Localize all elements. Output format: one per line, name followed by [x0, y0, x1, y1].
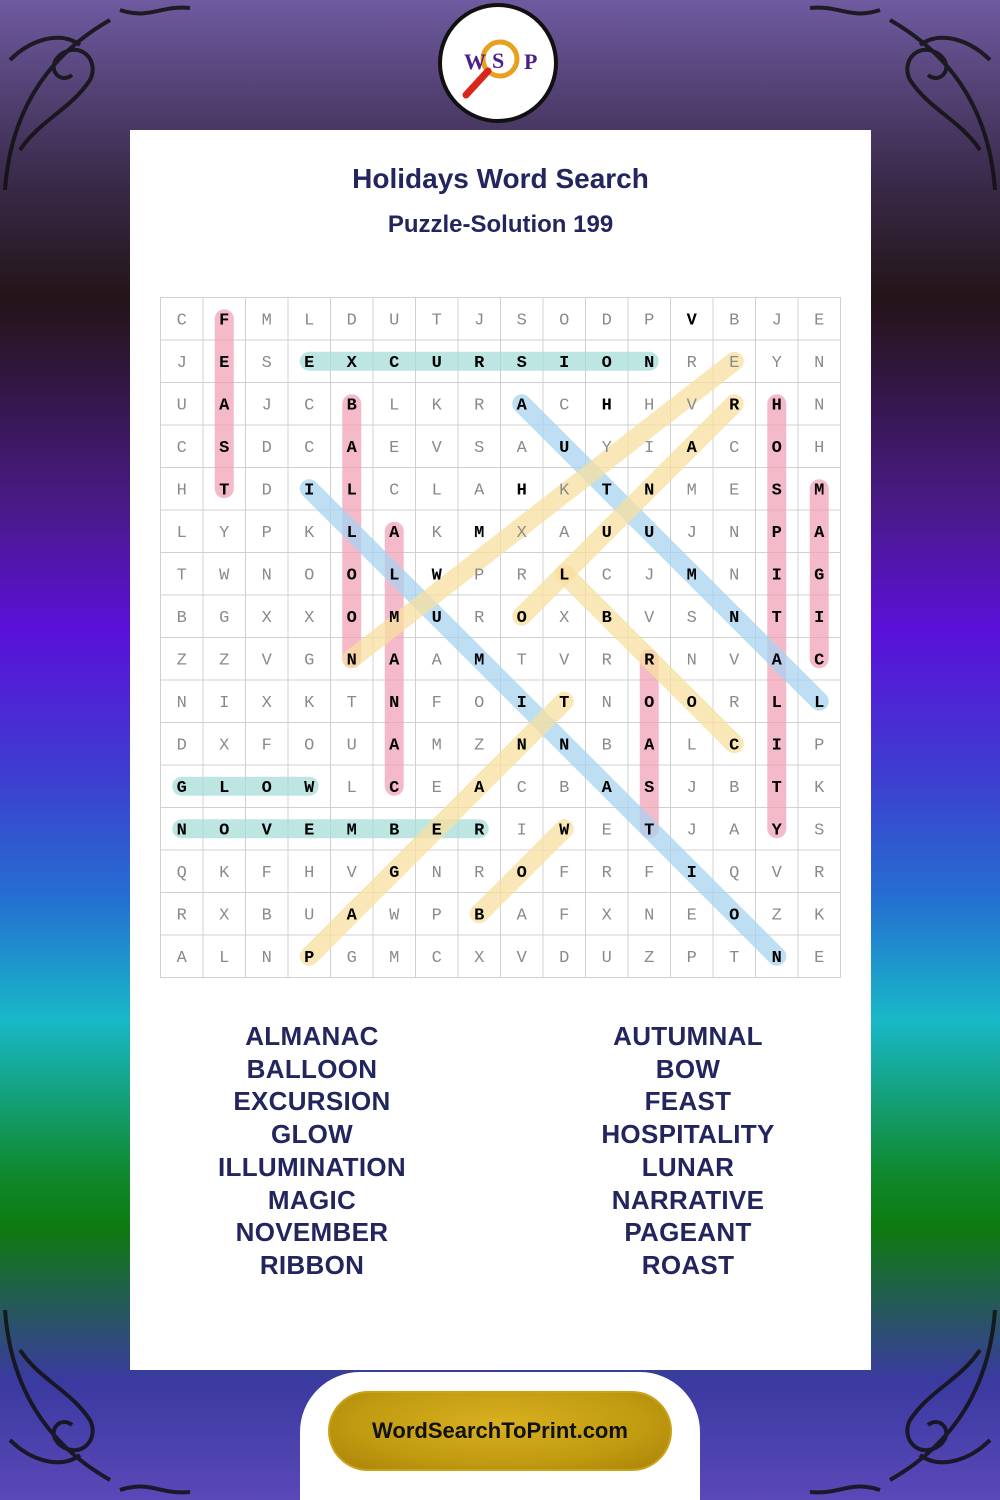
word-list-right — [503, 1020, 873, 1282]
word-list-item: MAGIC — [267, 1184, 357, 1215]
grid-letter: I — [771, 566, 782, 586]
grid-letter: O — [261, 778, 272, 798]
grid-letter: T — [176, 566, 187, 586]
grid-letter: K — [431, 523, 442, 543]
grid-letter: C — [304, 438, 315, 458]
grid-letter: O — [644, 693, 655, 713]
grid-letter: C — [516, 778, 527, 798]
grid-letter: C — [814, 651, 825, 671]
grid-letter: K — [219, 863, 230, 883]
grid-letter: U — [389, 311, 400, 331]
grid-letter: N — [431, 863, 442, 883]
grid-letter: C — [389, 353, 400, 373]
grid-letter: M — [686, 566, 697, 586]
grid-letter: P — [474, 566, 485, 586]
grid-letter: E — [389, 438, 400, 458]
grid-letter: I — [644, 438, 655, 458]
grid-letter: L — [346, 481, 357, 501]
grid-letter: E — [601, 821, 612, 841]
grid-letter: S — [474, 438, 485, 458]
grid-letter: N — [176, 821, 187, 841]
grid-letter: O — [601, 353, 612, 373]
grid-letter: O — [346, 608, 357, 628]
grid-letter: J — [686, 821, 697, 841]
grid-letter: N — [389, 693, 400, 713]
grid-letter: J — [686, 778, 697, 798]
grid-letter: C — [559, 396, 570, 416]
grid-letter: Z — [644, 948, 655, 968]
grid-letter: W — [389, 906, 400, 926]
grid-letter: S — [219, 438, 230, 458]
word-list-item: ILLUMINATION — [218, 1151, 406, 1182]
grid-letter: E — [431, 821, 442, 841]
website-link-label: WordSearchToPrint.com — [372, 1418, 628, 1443]
grid-letter: A — [389, 651, 400, 671]
grid-letter: V — [346, 863, 357, 883]
grid-letter: L — [814, 693, 825, 713]
grid-letter: M — [686, 481, 697, 501]
page-subtitle: Puzzle-Solution 199 — [387, 211, 614, 238]
grid-letter: M — [389, 608, 400, 628]
word-list-item: EXCURSION — [233, 1086, 391, 1117]
grid-letter: E — [729, 353, 740, 373]
grid-letter: L — [431, 481, 442, 501]
grid-letter: B — [474, 906, 485, 926]
grid-letter: U — [601, 523, 612, 543]
grid-letter: N — [346, 651, 357, 671]
grid-letter: R — [474, 821, 485, 841]
grid-letter: R — [176, 906, 187, 926]
grid-letter: E — [729, 481, 740, 501]
grid-letter: A — [644, 736, 655, 756]
grid-letter: B — [729, 778, 740, 798]
grid-letter: R — [814, 863, 825, 883]
grid-letter: O — [729, 906, 740, 926]
grid-letter: C — [431, 948, 442, 968]
grid-letter: L — [686, 736, 697, 756]
grid-letter: V — [261, 821, 272, 841]
grid-letter: T — [644, 821, 655, 841]
grid-letter: N — [516, 736, 527, 756]
grid-letter: J — [644, 566, 655, 586]
grid-letter: G — [176, 778, 187, 798]
grid-letter: N — [729, 523, 740, 543]
grid-letter: I — [219, 693, 230, 713]
word-list-item: ALMANAC — [245, 1021, 379, 1051]
grid-letter: R — [729, 396, 740, 416]
grid-letter: W — [304, 778, 315, 798]
grid-letter: H — [644, 396, 655, 416]
grid-letter: H — [601, 396, 612, 416]
grid-letter: L — [219, 948, 230, 968]
word-search-grid — [160, 297, 841, 978]
grid-letter: G — [389, 863, 400, 883]
grid-letter: X — [601, 906, 612, 926]
grid-letter: A — [389, 736, 400, 756]
grid-letter: E — [814, 948, 825, 968]
grid-letter: A — [601, 778, 612, 798]
grid-letter: H — [771, 396, 782, 416]
grid-letter: B — [729, 311, 740, 331]
grid-letter: P — [771, 523, 782, 543]
grid-letter: I — [814, 608, 825, 628]
grid-letter: W — [431, 566, 442, 586]
grid-letter: A — [431, 651, 442, 671]
grid-letter: T — [346, 693, 357, 713]
grid-letter: N — [176, 693, 187, 713]
grid-letter: I — [516, 821, 527, 841]
grid-letter: P — [686, 948, 697, 968]
grid-letter: E — [431, 778, 442, 798]
grid-letter: N — [644, 906, 655, 926]
grid-letter: N — [771, 948, 782, 968]
grid-letter: B — [601, 608, 612, 628]
grid-letter: A — [516, 906, 527, 926]
grid-letter: S — [771, 481, 782, 501]
grid-letter: F — [559, 906, 570, 926]
grid-letter: I — [516, 693, 527, 713]
grid-letter: A — [346, 438, 357, 458]
word-list-item: AUTUMNAL — [613, 1021, 763, 1051]
grid-letter: K — [304, 523, 315, 543]
grid-letter: C — [304, 396, 315, 416]
grid-letter: V — [261, 651, 272, 671]
grid-letter: A — [474, 481, 485, 501]
grid-letter: P — [431, 906, 442, 926]
grid-letter: M — [814, 481, 825, 501]
grid-letter: R — [474, 396, 485, 416]
grid-letter: K — [814, 906, 825, 926]
word-list-item: BALLOON — [246, 1053, 378, 1084]
word-list-item: BOW — [655, 1053, 721, 1084]
grid-letter: N — [559, 736, 570, 756]
grid-letter: L — [771, 693, 782, 713]
grid-letter: G — [814, 566, 825, 586]
grid-letter: A — [389, 523, 400, 543]
grid-letter: M — [346, 821, 357, 841]
grid-letter: B — [389, 821, 400, 841]
word-list-item: NARRATIVE — [611, 1184, 765, 1215]
grid-letter: X — [219, 736, 230, 756]
grid-letter: R — [474, 608, 485, 628]
grid-letter: V — [516, 948, 527, 968]
grid-letter: T — [729, 948, 740, 968]
grid-letter: A — [559, 523, 570, 543]
grid-letter: F — [431, 693, 442, 713]
grid-letter: X — [219, 906, 230, 926]
grid-letter: D — [176, 736, 187, 756]
grid-letter: V — [431, 438, 442, 458]
grid-letter: C — [389, 481, 400, 501]
grid-letter: N — [729, 608, 740, 628]
grid-letter: Z — [474, 736, 485, 756]
grid-letter: N — [601, 693, 612, 713]
grid-letter: R — [601, 651, 612, 671]
grid-letter: S — [814, 821, 825, 841]
grid-letter: Y — [601, 438, 612, 458]
word-list-item: GLOW — [270, 1119, 354, 1150]
grid-letter: L — [304, 311, 315, 331]
grid-letter: D — [559, 948, 570, 968]
grid-letter: J — [176, 353, 187, 373]
grid-letter: T — [431, 311, 442, 331]
grid-letter: O — [516, 608, 527, 628]
grid-letter: Q — [176, 863, 187, 883]
grid-letter: R — [729, 693, 740, 713]
grid-letter: D — [346, 311, 357, 331]
grid-letter: O — [219, 821, 230, 841]
grid-letter: B — [346, 396, 357, 416]
grid-letter: F — [219, 311, 230, 331]
grid-letter: V — [644, 608, 655, 628]
grid-letter: D — [261, 438, 272, 458]
grid-letter: U — [601, 948, 612, 968]
grid-letter: R — [474, 353, 485, 373]
grid-letter: T — [771, 778, 782, 798]
grid-letter: N — [686, 651, 697, 671]
grid-letter: B — [601, 736, 612, 756]
grid-letter: K — [814, 778, 825, 798]
grid-letter: C — [601, 566, 612, 586]
grid-letter: V — [559, 651, 570, 671]
grid-letter: U — [304, 906, 315, 926]
grid-letter: R — [686, 353, 697, 373]
word-list-item: HOSPITALITY — [601, 1119, 775, 1150]
grid-letter: Y — [219, 523, 230, 543]
grid-letter: Z — [176, 651, 187, 671]
grid-letter: L — [346, 778, 357, 798]
grid-letter: U — [644, 523, 655, 543]
grid-letter: U — [176, 396, 187, 416]
logo-letter-s: S — [492, 48, 505, 73]
grid-letter: B — [176, 608, 187, 628]
grid-letter: O — [346, 566, 357, 586]
grid-letter: B — [559, 778, 570, 798]
grid-letter: P — [304, 948, 315, 968]
grid-letter: T — [219, 481, 230, 501]
grid-letter: B — [261, 906, 272, 926]
grid-letter: A — [729, 821, 740, 841]
grid-letter: S — [686, 608, 697, 628]
logo-letter-p: P — [524, 49, 538, 74]
grid-letter: E — [304, 353, 315, 373]
grid-letter: U — [431, 608, 442, 628]
grid-letter: V — [686, 311, 697, 331]
grid-letter: U — [346, 736, 357, 756]
grid-letter: K — [431, 396, 442, 416]
grid-letter: V — [729, 651, 740, 671]
grid-letter: X — [261, 608, 272, 628]
grid-letter: R — [644, 651, 655, 671]
grid-letter: S — [261, 353, 272, 373]
grid-letter: H — [516, 481, 527, 501]
grid-letter: C — [729, 438, 740, 458]
grid-letter: J — [686, 523, 697, 543]
logo-letter-w: W — [464, 49, 486, 74]
grid-letter: X — [516, 523, 527, 543]
grid-letter: O — [304, 566, 315, 586]
grid-letter: Y — [771, 821, 782, 841]
grid-letter: M — [474, 523, 485, 543]
grid-letter: A — [474, 778, 485, 798]
grid-letter: A — [516, 396, 527, 416]
grid-letter: T — [559, 693, 570, 713]
grid-letter: Z — [219, 651, 230, 671]
grid-letter: A — [219, 396, 230, 416]
grid-letter: X — [474, 948, 485, 968]
grid-letter: D — [601, 311, 612, 331]
grid-letter: P — [261, 523, 272, 543]
grid-letter: E — [304, 821, 315, 841]
grid-letter: A — [686, 438, 697, 458]
grid-letter: P — [644, 311, 655, 331]
word-list-left — [127, 1020, 497, 1282]
grid-letter: H — [176, 481, 187, 501]
grid-letter: X — [346, 353, 357, 373]
grid-letter: K — [559, 481, 570, 501]
grid-letter: S — [516, 353, 527, 373]
grid-letter: Q — [729, 863, 740, 883]
grid-letter: C — [176, 311, 187, 331]
grid-letter: A — [346, 906, 357, 926]
grid-letter: E — [219, 353, 230, 373]
grid-letter: A — [176, 948, 187, 968]
grid-letter: T — [516, 651, 527, 671]
grid-letter: A — [771, 651, 782, 671]
word-list-item: PAGEANT — [624, 1217, 752, 1248]
word-list-item: RIBBON — [259, 1249, 365, 1280]
grid-letter: J — [474, 311, 485, 331]
grid-letter: S — [644, 778, 655, 798]
grid-letter: P — [814, 736, 825, 756]
grid-letter: O — [771, 438, 782, 458]
grid-letter: F — [261, 863, 272, 883]
grid-letter: Y — [771, 353, 782, 373]
grid-letter: F — [559, 863, 570, 883]
grid-letter: N — [261, 948, 272, 968]
word-list-item: LUNAR — [641, 1151, 735, 1182]
grid-letter: G — [219, 608, 230, 628]
grid-letter: L — [219, 778, 230, 798]
grid-letter: R — [516, 566, 527, 586]
grid-letter: I — [771, 736, 782, 756]
grid-letter: L — [346, 523, 357, 543]
grid-letter: U — [559, 438, 570, 458]
grid-letter: V — [686, 396, 697, 416]
grid-letter: N — [814, 396, 825, 416]
grid-letter: E — [686, 906, 697, 926]
grid-letter: M — [474, 651, 485, 671]
grid-letter: C — [389, 778, 400, 798]
grid-letter: H — [814, 438, 825, 458]
grid-letter: N — [644, 353, 655, 373]
grid-letter: N — [729, 566, 740, 586]
word-list-item: FEAST — [644, 1086, 732, 1117]
grid-letter: A — [814, 523, 825, 543]
site-logo[interactable] — [438, 3, 558, 123]
grid-letter: O — [304, 736, 315, 756]
word-list-item: ROAST — [641, 1249, 735, 1280]
grid-letter: G — [304, 651, 315, 671]
grid-letter: C — [176, 438, 187, 458]
grid-letter: S — [516, 311, 527, 331]
grid-letter: X — [304, 608, 315, 628]
grid-letter: F — [644, 863, 655, 883]
grid-letter: O — [686, 693, 697, 713]
puzzle-card — [130, 130, 871, 1370]
grid-letter: E — [814, 311, 825, 331]
grid-letter: N — [814, 353, 825, 373]
grid-letter: F — [261, 736, 272, 756]
grid-letter: N — [644, 481, 655, 501]
grid-letter: G — [346, 948, 357, 968]
grid-letter: O — [516, 863, 527, 883]
grid-letter: T — [771, 608, 782, 628]
grid-letter: L — [559, 566, 570, 586]
grid-letter: I — [559, 353, 570, 373]
grid-letter: L — [389, 566, 400, 586]
grid-letter: M — [389, 948, 400, 968]
grid-letter: I — [304, 481, 315, 501]
grid-letter: C — [729, 736, 740, 756]
grid-letter: M — [431, 736, 442, 756]
grid-letter: J — [261, 396, 272, 416]
grid-letter: L — [176, 523, 187, 543]
website-link-button[interactable] — [325, 1388, 675, 1474]
grid-letter: O — [559, 311, 570, 331]
grid-letter: V — [771, 863, 782, 883]
grid-letter: R — [601, 863, 612, 883]
word-list-item: NOVEMBER — [235, 1217, 389, 1248]
grid-letter: L — [389, 396, 400, 416]
grid-letter: W — [559, 821, 570, 841]
grid-letter: N — [261, 566, 272, 586]
grid-letter: A — [516, 438, 527, 458]
grid-letter: J — [771, 311, 782, 331]
grid-letter: K — [304, 693, 315, 713]
grid-letter: D — [261, 481, 272, 501]
page-title: Holidays Word Search — [352, 163, 649, 194]
grid-letter: R — [474, 863, 485, 883]
grid-letter: Z — [771, 906, 782, 926]
grid-letter: I — [686, 863, 697, 883]
grid-letter: O — [474, 693, 485, 713]
grid-letter: X — [261, 693, 272, 713]
grid-letter: T — [601, 481, 612, 501]
grid-letter: M — [261, 311, 272, 331]
grid-letter: X — [559, 608, 570, 628]
grid-letter: H — [304, 863, 315, 883]
grid-letter: U — [431, 353, 442, 373]
grid-letter: W — [219, 566, 230, 586]
